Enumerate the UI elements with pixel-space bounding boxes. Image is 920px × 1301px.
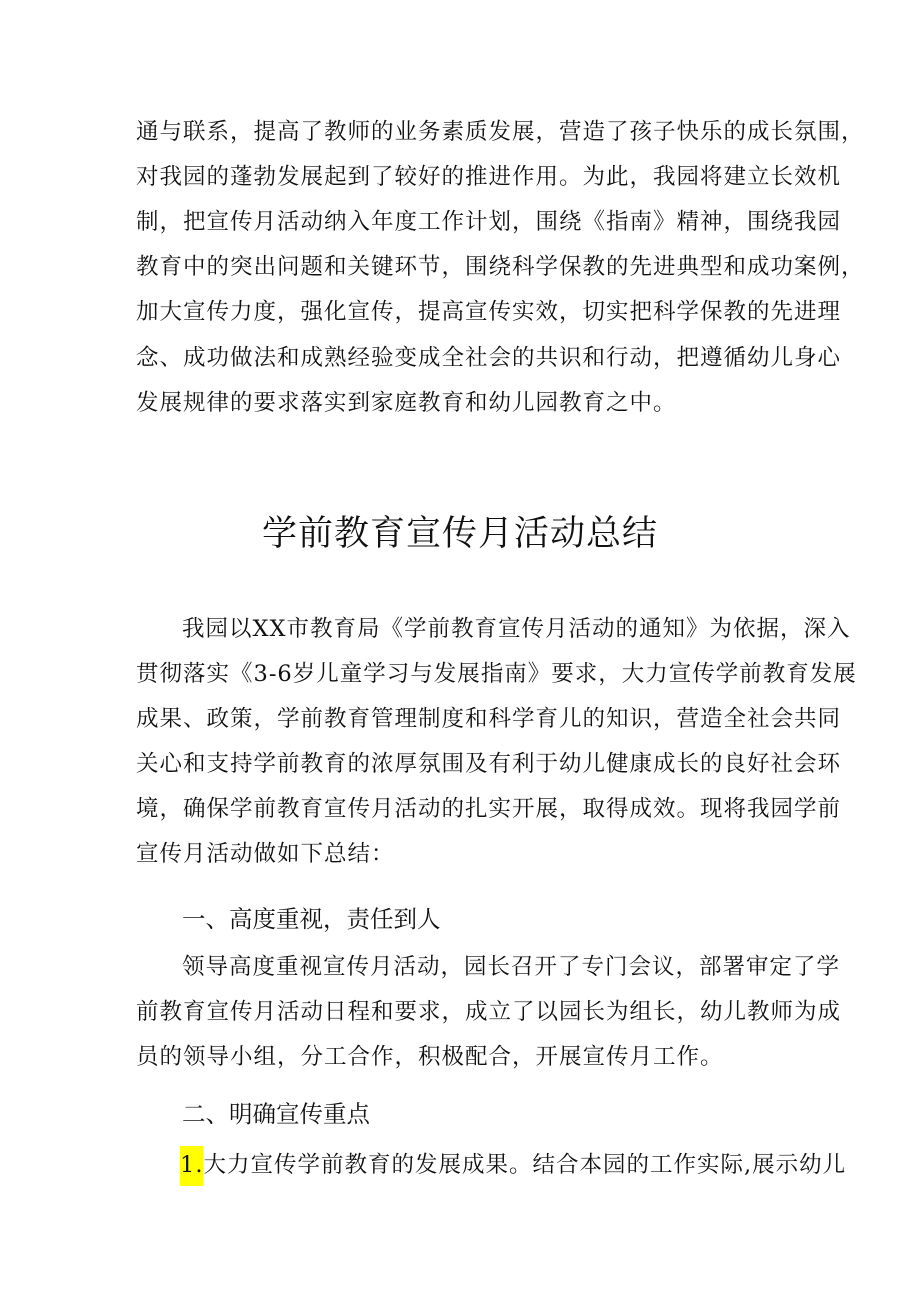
paragraph-line: 对我园的蓬勃发展起到了较好的推进作用。为此，我园将建立长效机 xyxy=(136,164,842,190)
paragraph-line: 教育中的突出问题和关键环节，围绕科学保教的先进典型和成功案例， xyxy=(136,254,865,280)
paragraph-line: 贯彻落实《3-6岁儿童学习与发展指南》要求，大力宣传学前教育发展 xyxy=(136,661,857,687)
paragraph-line: 发展规律的要求落实到家庭教育和幼儿园教育之中。 xyxy=(136,390,677,416)
paragraph-line: 成果、政策，学前教育管理制度和科学育儿的知识，营造全社会共同 xyxy=(136,706,842,732)
paragraph-line: 我园以XX市教育局《学前教育宣传月活动的通知》为依据，深入 xyxy=(182,616,851,642)
paragraph-line: 关心和支持学前教育的浓厚氛围及有利于幼儿健康成长的良好社会环 xyxy=(136,751,842,777)
paragraph-line: 加大宣传力度，强化宣传，提高宣传实效，切实把科学保教的先进理 xyxy=(136,299,842,325)
paragraph-line: 制，把宣传月活动纳入年度工作计划，围绕《指南》精神，围绕我园 xyxy=(136,209,842,235)
list-item-text: 大力宣传学前教育的发展成果。结合本园的工作实际,展示幼儿 xyxy=(203,1152,847,1178)
highlighted-list-number: 1. xyxy=(180,1146,203,1186)
list-item xyxy=(180,1146,846,1186)
paragraph-line: 念、成功做法和成熟经验变成全社会的共识和行动，把遵循幼儿身心 xyxy=(136,345,842,371)
section-heading: 一、高度重视，责任到人 xyxy=(182,905,441,933)
paragraph-line: 境，确保学前教育宣传月活动的扎实开展，取得成效。现将我园学前 xyxy=(136,796,842,822)
paragraph-line: 宣传月活动做如下总结： xyxy=(136,841,395,867)
paragraph-line: 员的领导小组，分工合作，积极配合，开展宣传月工作。 xyxy=(136,1044,724,1070)
paragraph-line: 通与联系，提高了教师的业务素质发展，营造了孩子快乐的成长氛围， xyxy=(136,119,865,145)
paragraph-line: 前教育宣传月活动日程和要求，成立了以园长为组长，幼儿教师为成 xyxy=(136,999,842,1025)
section-heading: 二、明确宣传重点 xyxy=(182,1100,370,1128)
paragraph-line: 领导高度重视宣传月活动，园长召开了专门会议，部署审定了学 xyxy=(182,954,841,980)
page-title: 学前教育宣传月活动总结 xyxy=(261,514,658,554)
